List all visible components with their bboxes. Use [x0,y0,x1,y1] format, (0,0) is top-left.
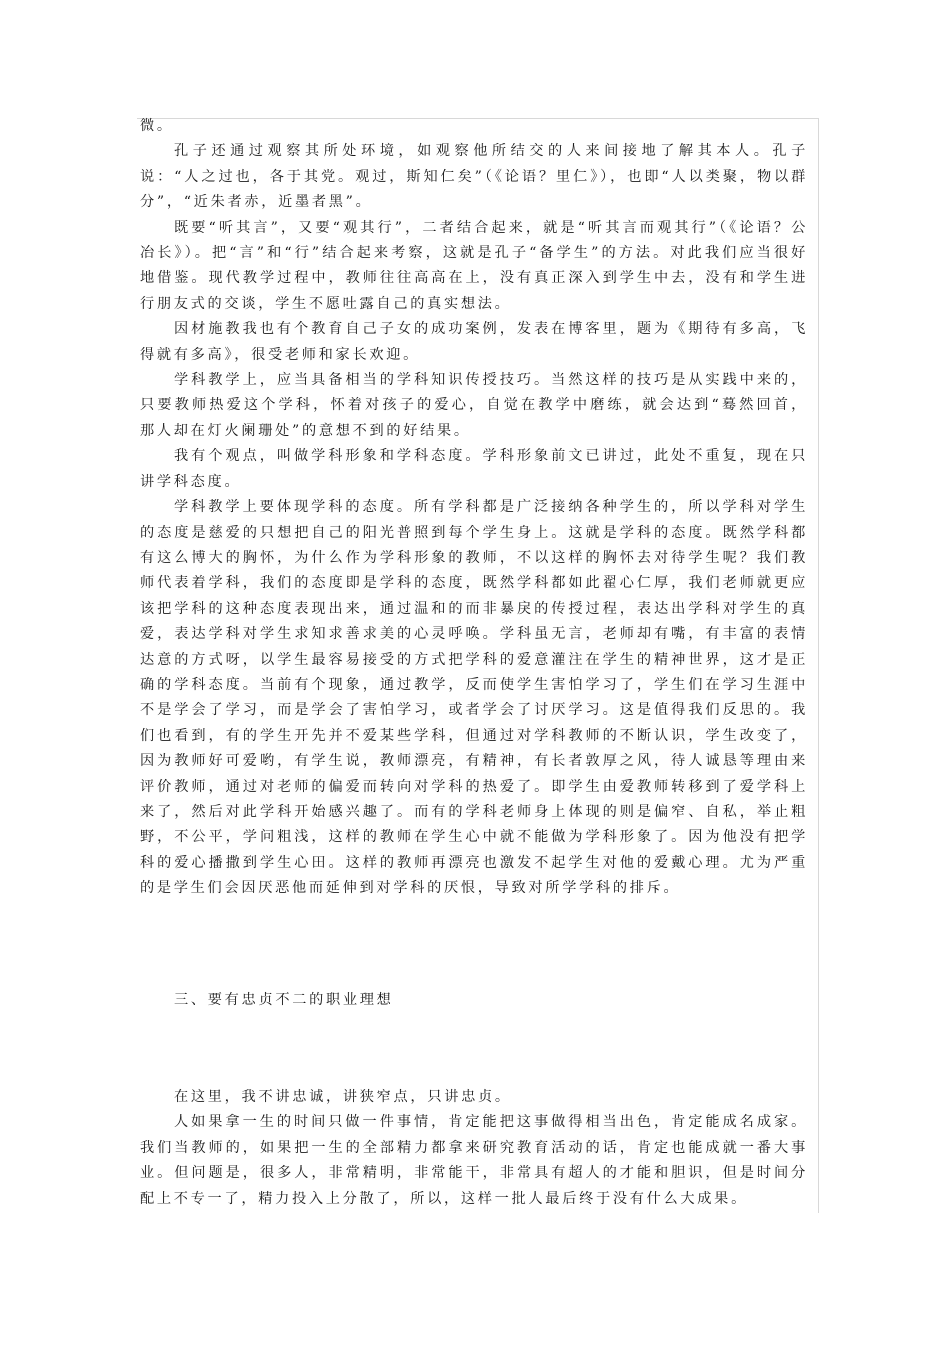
page-border-right [818,118,819,1213]
paragraph: 我有个观点，叫做学科形象和学科态度。学科形象前文已讲过，此处不重复，现在只讲学科态度。 [140,448,808,490]
paragraph-continuation: 微。 [140,118,174,134]
paragraph: 因材施教我也有个教育自己子女的成功案例，发表在博客里，题为《期待有多高，飞得就有多高》，很受老师和家长欢迎。 [140,321,808,363]
paragraph: 孔子还通过观察其所处环境，如观察他所结交的人来间接地了解其本人。孔子说：“人之过也，各于其党。观过，斯知仁矣”（《论语？里仁》），也即“人以类聚，物以群分”，“近朱者赤，近墨者黑”。 [140,143,808,211]
section-heading: 三、要有忠贞不二的职业理想 [174,992,394,1008]
paragraph: 学科教学上，应当具备相当的学科知识传授技巧。当然这样的技巧是从实践中来的，只要教师热爱这个学科，怀着对孩子的爱心，自觉在教学中磨练，就会达到“蓦然回首，那人却在灯火阑珊处”的意想不到的好结果。 [140,372,808,439]
paragraph: 在这里，我不讲忠诚，讲狭窄点，只讲忠贞。 [174,1089,512,1105]
paragraph: 学科教学上要体现学科的态度。所有学科都是广泛接纳各种学生的，所以学科对学生的态度是慈爱的只想把自己的阳光普照到每个学生身上。这就是学科的态度。既然学科都有这么博大的胸怀，为什么作为学科形象的教师，不以这样的胸怀去对待学生呢？我们教师代表着学科，我们的态度即是学科的态度，既然学科都如此翟心仁厚，我们老师就更应该把学科的这种态度表现出来，通过温和的而非暴戾的传授过程，表达出学科对学生的真爱，表达学科对学生求知求善求美的心灵呼唤。学科虽无言，老师却有嘴，有丰富的表情达意的方式呀，以学生最容易接受的方式把学科的爱意灌注在学生的精神世界，这才是正确的学科态度。当前有个现象，通过教学，反而使学生害怕学习了，学生们在学习生涯中不是学会了学习，而是学会了害怕学习，或者学会了讨厌学习。这是值得我们反思的。我们也看到，有的学生开先并不爱某些学科，但通过对学科教师的不断认识，学生改变了，因为教师好可爱哟，有学生说，教师漂亮，有精神，有长者敦厚之风，待人诚恳等理由来评价教师，通过对老师的偏爱而转向对学科的热爱了。即学生由爱教师转移到了爱学科上来了，然后对此学科开始感兴趣了。而有的学科老师身上体现的则是偏窄、自私，举止粗野，不公平，学问粗浅，这样的教师在学生心中就不能做为学科形象了。因为他没有把学科的爱心播撒到学生心田。这样的教师再漂亮也激发不起学生对他的爱戴心理。尤为严重的是学生们会因厌恶他而延伸到对学科的厌恨，导致对所学学科的排斥。 [140,499,808,897]
paragraph: 人如果拿一生的时间只做一件事情，肯定能把这事做得相当出色，肯定能成名成家。我们当教师的，如果把一生的全部精力都拿来研究教育活动的话，肯定也能成就一番大事业。但问题是，很多人，非常精明，非常能干，非常具有超人的才能和胆识，但是时间分配上不专一了，精力投入上分散了，所以，这样一批人最后终于没有什么大成果。 [140,1114,808,1207]
body-text [140,114,808,902]
paragraph: 既要“听其言”，又要“观其行”，二者结合起来，就是“听其言而观其行”（《论语？公冶长》）。把“言”和“行”结合起来考察，这就是孔子“备学生”的方法。对此我们应当很好地借鉴。现代教学过程中，教师往往高高在上，没有真正深入到学生中去，没有和学生进行朋友式的交谈，学生不愿吐露自己的真实想法。 [140,219,808,312]
section-body-text [140,1085,808,1212]
